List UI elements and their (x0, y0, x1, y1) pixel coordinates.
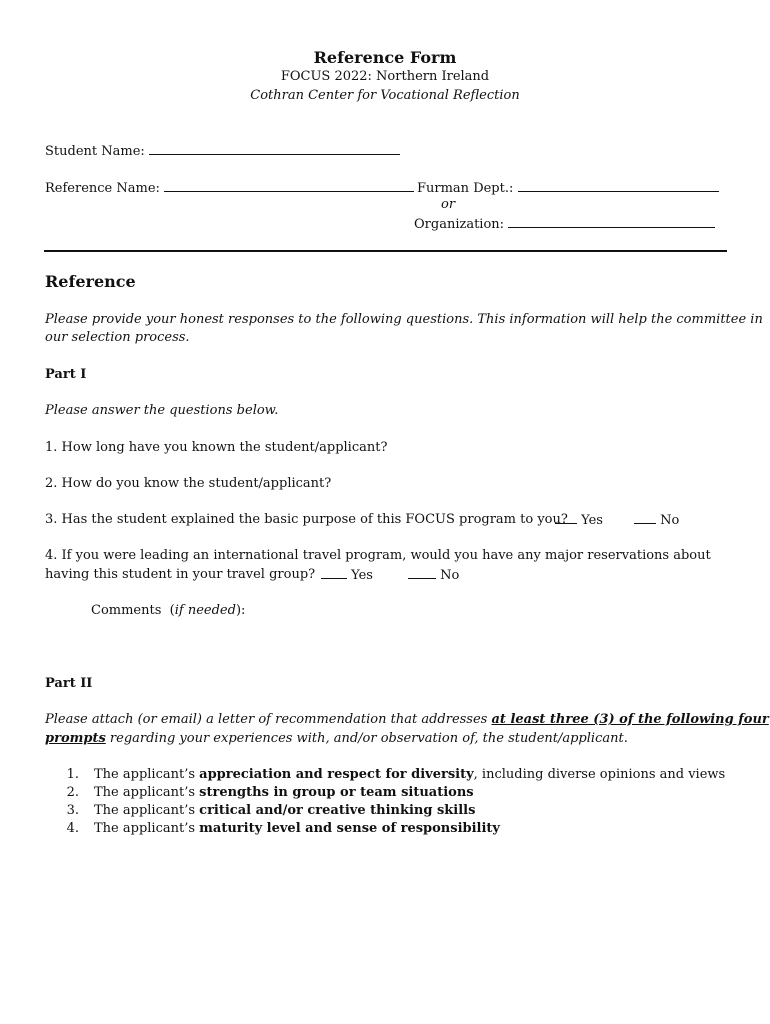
q4-yes-blank[interactable] (321, 567, 347, 579)
question-4-line2: having this student in your travel group? (45, 567, 316, 582)
student-name-label: Student Name: (45, 144, 145, 159)
prompt-1-pre: The applicant’s (94, 767, 200, 782)
section-divider (44, 250, 727, 252)
student-name-field[interactable] (149, 142, 400, 155)
prompt-2 (94, 785, 474, 800)
form-title: Reference Form (313, 48, 457, 67)
part1-instruction: Please answer the questions below. (45, 403, 279, 418)
q4-no-blank[interactable] (408, 567, 436, 579)
prompt-3-pre: The applicant’s (94, 803, 200, 818)
center-subtitle: Cothran Center for Vocational Reflection (250, 88, 520, 103)
q3-yes-label: Yes (581, 513, 603, 528)
prompt-2-bold: strengths in group or team situations (199, 785, 474, 800)
reference-name-row (45, 179, 414, 196)
q3-yes-option[interactable] (555, 512, 603, 528)
prompt-3-number: 3. (66, 803, 79, 818)
program-subtitle: FOCUS 2022: Northern Ireland (280, 69, 490, 84)
reference-heading: Reference (45, 272, 136, 291)
prompt-4-bold: maturity level and sense of responsibility (199, 821, 500, 836)
question-1: 1. How long have you known the student/applicant? (45, 440, 388, 455)
or-label: or (441, 197, 456, 212)
q3-no-blank[interactable] (634, 512, 656, 524)
student-name-row (45, 142, 400, 159)
q3-no-label: No (660, 513, 680, 528)
reference-name-label: Reference Name: (45, 181, 160, 196)
part2-instr-emphasis-1: at least three (3) of the following four (491, 712, 769, 727)
comments-if-needed: if needed (174, 603, 236, 618)
organization-field[interactable] (508, 215, 715, 228)
prompt-1-post: , including diverse opinions and views (473, 767, 726, 782)
q4-yes-option[interactable] (321, 567, 373, 583)
comments-paren-open: ( (169, 603, 175, 618)
part2-instr-a: Please attach (or email) a letter of recommendation that addresses (45, 712, 492, 727)
organization-label: Organization: (414, 217, 505, 232)
prompt-1 (94, 767, 725, 782)
reference-intro-line1: Please provide your honest responses to the following questions. This information will help the committee in (45, 312, 763, 327)
organization-row (414, 215, 715, 232)
q4-no-label: No (440, 568, 460, 583)
comments-label (91, 603, 245, 618)
furman-dept-row (417, 179, 719, 196)
prompt-4-number: 4. (66, 821, 79, 836)
prompt-1-number: 1. (66, 767, 79, 782)
reference-name-field[interactable] (164, 179, 414, 192)
prompt-3-bold: critical and/or creative thinking skills (199, 803, 476, 818)
part2-instr-emphasis-2: prompts (45, 731, 106, 746)
comments-paren-close: ): (235, 603, 246, 618)
prompt-3 (94, 803, 475, 818)
prompt-2-number: 2. (66, 785, 79, 800)
prompt-1-bold: appreciation and respect for diversity (199, 767, 474, 782)
prompt-4-pre: The applicant’s (94, 821, 200, 836)
question-3: 3. Has the student explained the basic purpose of this FOCUS program to you? (45, 512, 568, 527)
comments-text: Comments (91, 603, 162, 618)
q3-no-option[interactable] (634, 512, 679, 528)
part1-heading: Part I (45, 367, 87, 382)
part2-instruction-line2 (45, 731, 628, 746)
part2-instruction-line1 (45, 712, 769, 727)
q3-yes-blank[interactable] (555, 512, 577, 524)
prompt-4 (94, 821, 500, 836)
part2-heading: Part II (45, 676, 93, 691)
reference-intro-line2: our selection process. (45, 330, 190, 345)
q4-no-option[interactable] (408, 567, 459, 583)
q4-yes-label: Yes (351, 568, 373, 583)
furman-dept-field[interactable] (518, 179, 719, 192)
prompt-2-pre: The applicant’s (94, 785, 200, 800)
question-4-line1: 4. If you were leading an international travel program, would you have any major reservations about (45, 548, 711, 563)
furman-dept-label: Furman Dept.: (417, 181, 514, 196)
part2-instr-b: regarding your experiences with, and/or observation of, the student/applicant. (105, 731, 628, 746)
question-2: 2. How do you know the student/applicant? (45, 476, 332, 491)
